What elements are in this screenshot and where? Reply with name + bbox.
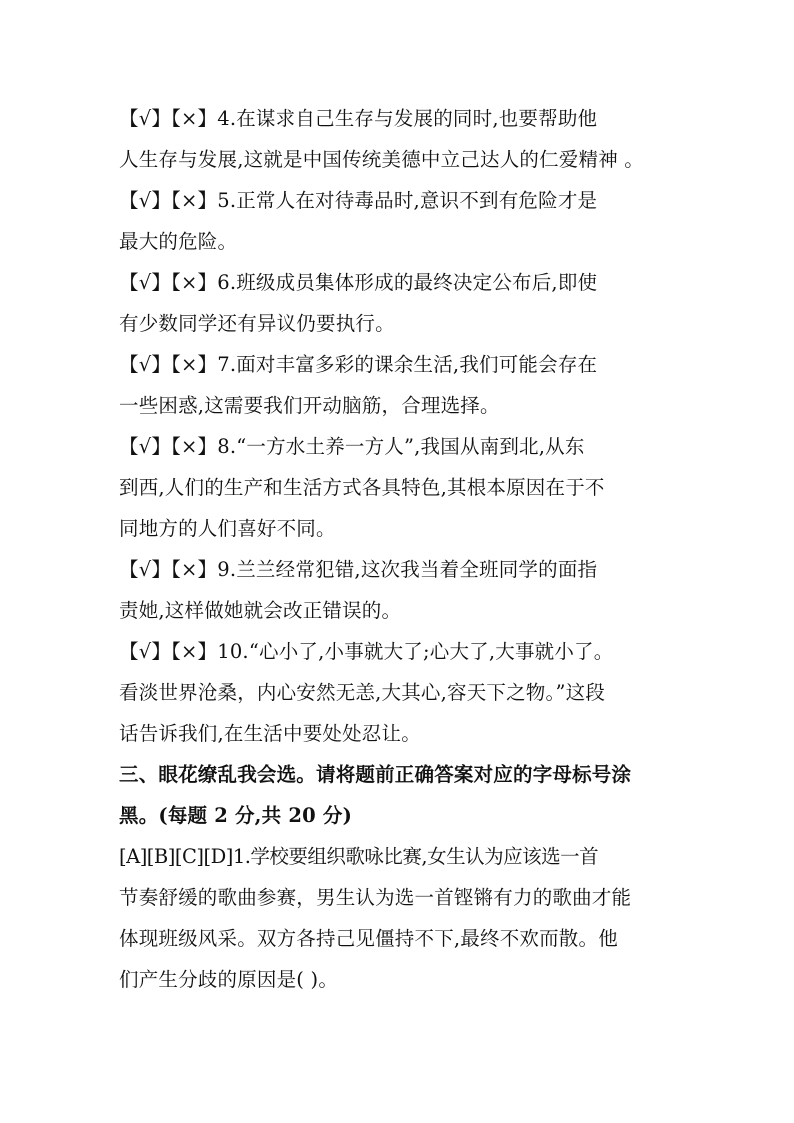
judgment-item-9-line-2: 责她,这样做她就会改正错误的。 <box>119 599 402 622</box>
section-3-heading-line-1: 三、眼花缭乱我会选。请将题前正确答案对应的字母标号涂 <box>119 763 632 786</box>
judgment-item-9-line-1: 【√】【×】9.兰兰经常犯错,这次我当着全班同学的面指 <box>119 558 598 581</box>
judgment-item-8-line-2: 到西,人们的生产和生活方式各具特色,其根本原因在于不 <box>119 476 605 499</box>
document-page <box>119 98 679 1000</box>
choice-item-1-line-1: [A][B][C][D]1.学校要组织歌咏比赛,女生认为应该选一首 <box>119 845 599 868</box>
judgment-item-6-line-2: 有少数同学还有异议仍要执行。 <box>119 312 395 335</box>
judgment-item-4-line-2: 人生存与发展,这就是中国传统美德中立己达人的仁爱精神 。 <box>119 148 644 171</box>
judgment-item-10-line-1: 【√】【×】10.“心小了,小事就大了;心大了,大事就小了。 <box>119 640 614 663</box>
judgment-item-6-line-1: 【√】【×】6.班级成员集体形成的最终决定公布后,即使 <box>119 271 598 294</box>
judgment-item-10-line-3: 话告诉我们,在生活中要处处忍让。 <box>119 722 421 745</box>
judgment-item-10-line-2: 看淡世界沧桑，内心安然无恙,大其心,容天下之物。”这段 <box>119 681 606 704</box>
judgment-item-5-line-1: 【√】【×】5.正常人在对待毒品时,意识不到有危险才是 <box>119 189 598 212</box>
choice-item-1-line-2: 节奏舒缓的歌曲参赛，男生认为选一首铿锵有力的歌曲才能 <box>119 886 632 909</box>
judgment-item-4-line-1: 【√】【×】4.在谋求自己生存与发展的同时,也要帮助他 <box>119 107 598 130</box>
judgment-item-8-line-3: 同地方的人们喜好不同。 <box>119 517 336 540</box>
judgment-item-8-line-1: 【√】【×】8.“一方水土养一方人”,我国从南到北,从东 <box>119 435 585 458</box>
section-3-heading-line-2: 黑。(每题 2 分,共 20 分) <box>119 804 353 827</box>
judgment-item-7-line-2: 一些困惑,这需要我们开动脑筋，合理选择。 <box>119 394 500 417</box>
choice-item-1-line-4: 们产生分歧的原因是( )。 <box>119 968 339 991</box>
judgment-item-5-line-2: 最大的危险。 <box>119 230 238 253</box>
judgment-item-7-line-1: 【√】【×】7.面对丰富多彩的课余生活,我们可能会存在 <box>119 353 598 376</box>
choice-item-1-line-3: 体现班级风采。双方各持己见僵持不下,最终不欢而散。他 <box>119 927 618 950</box>
